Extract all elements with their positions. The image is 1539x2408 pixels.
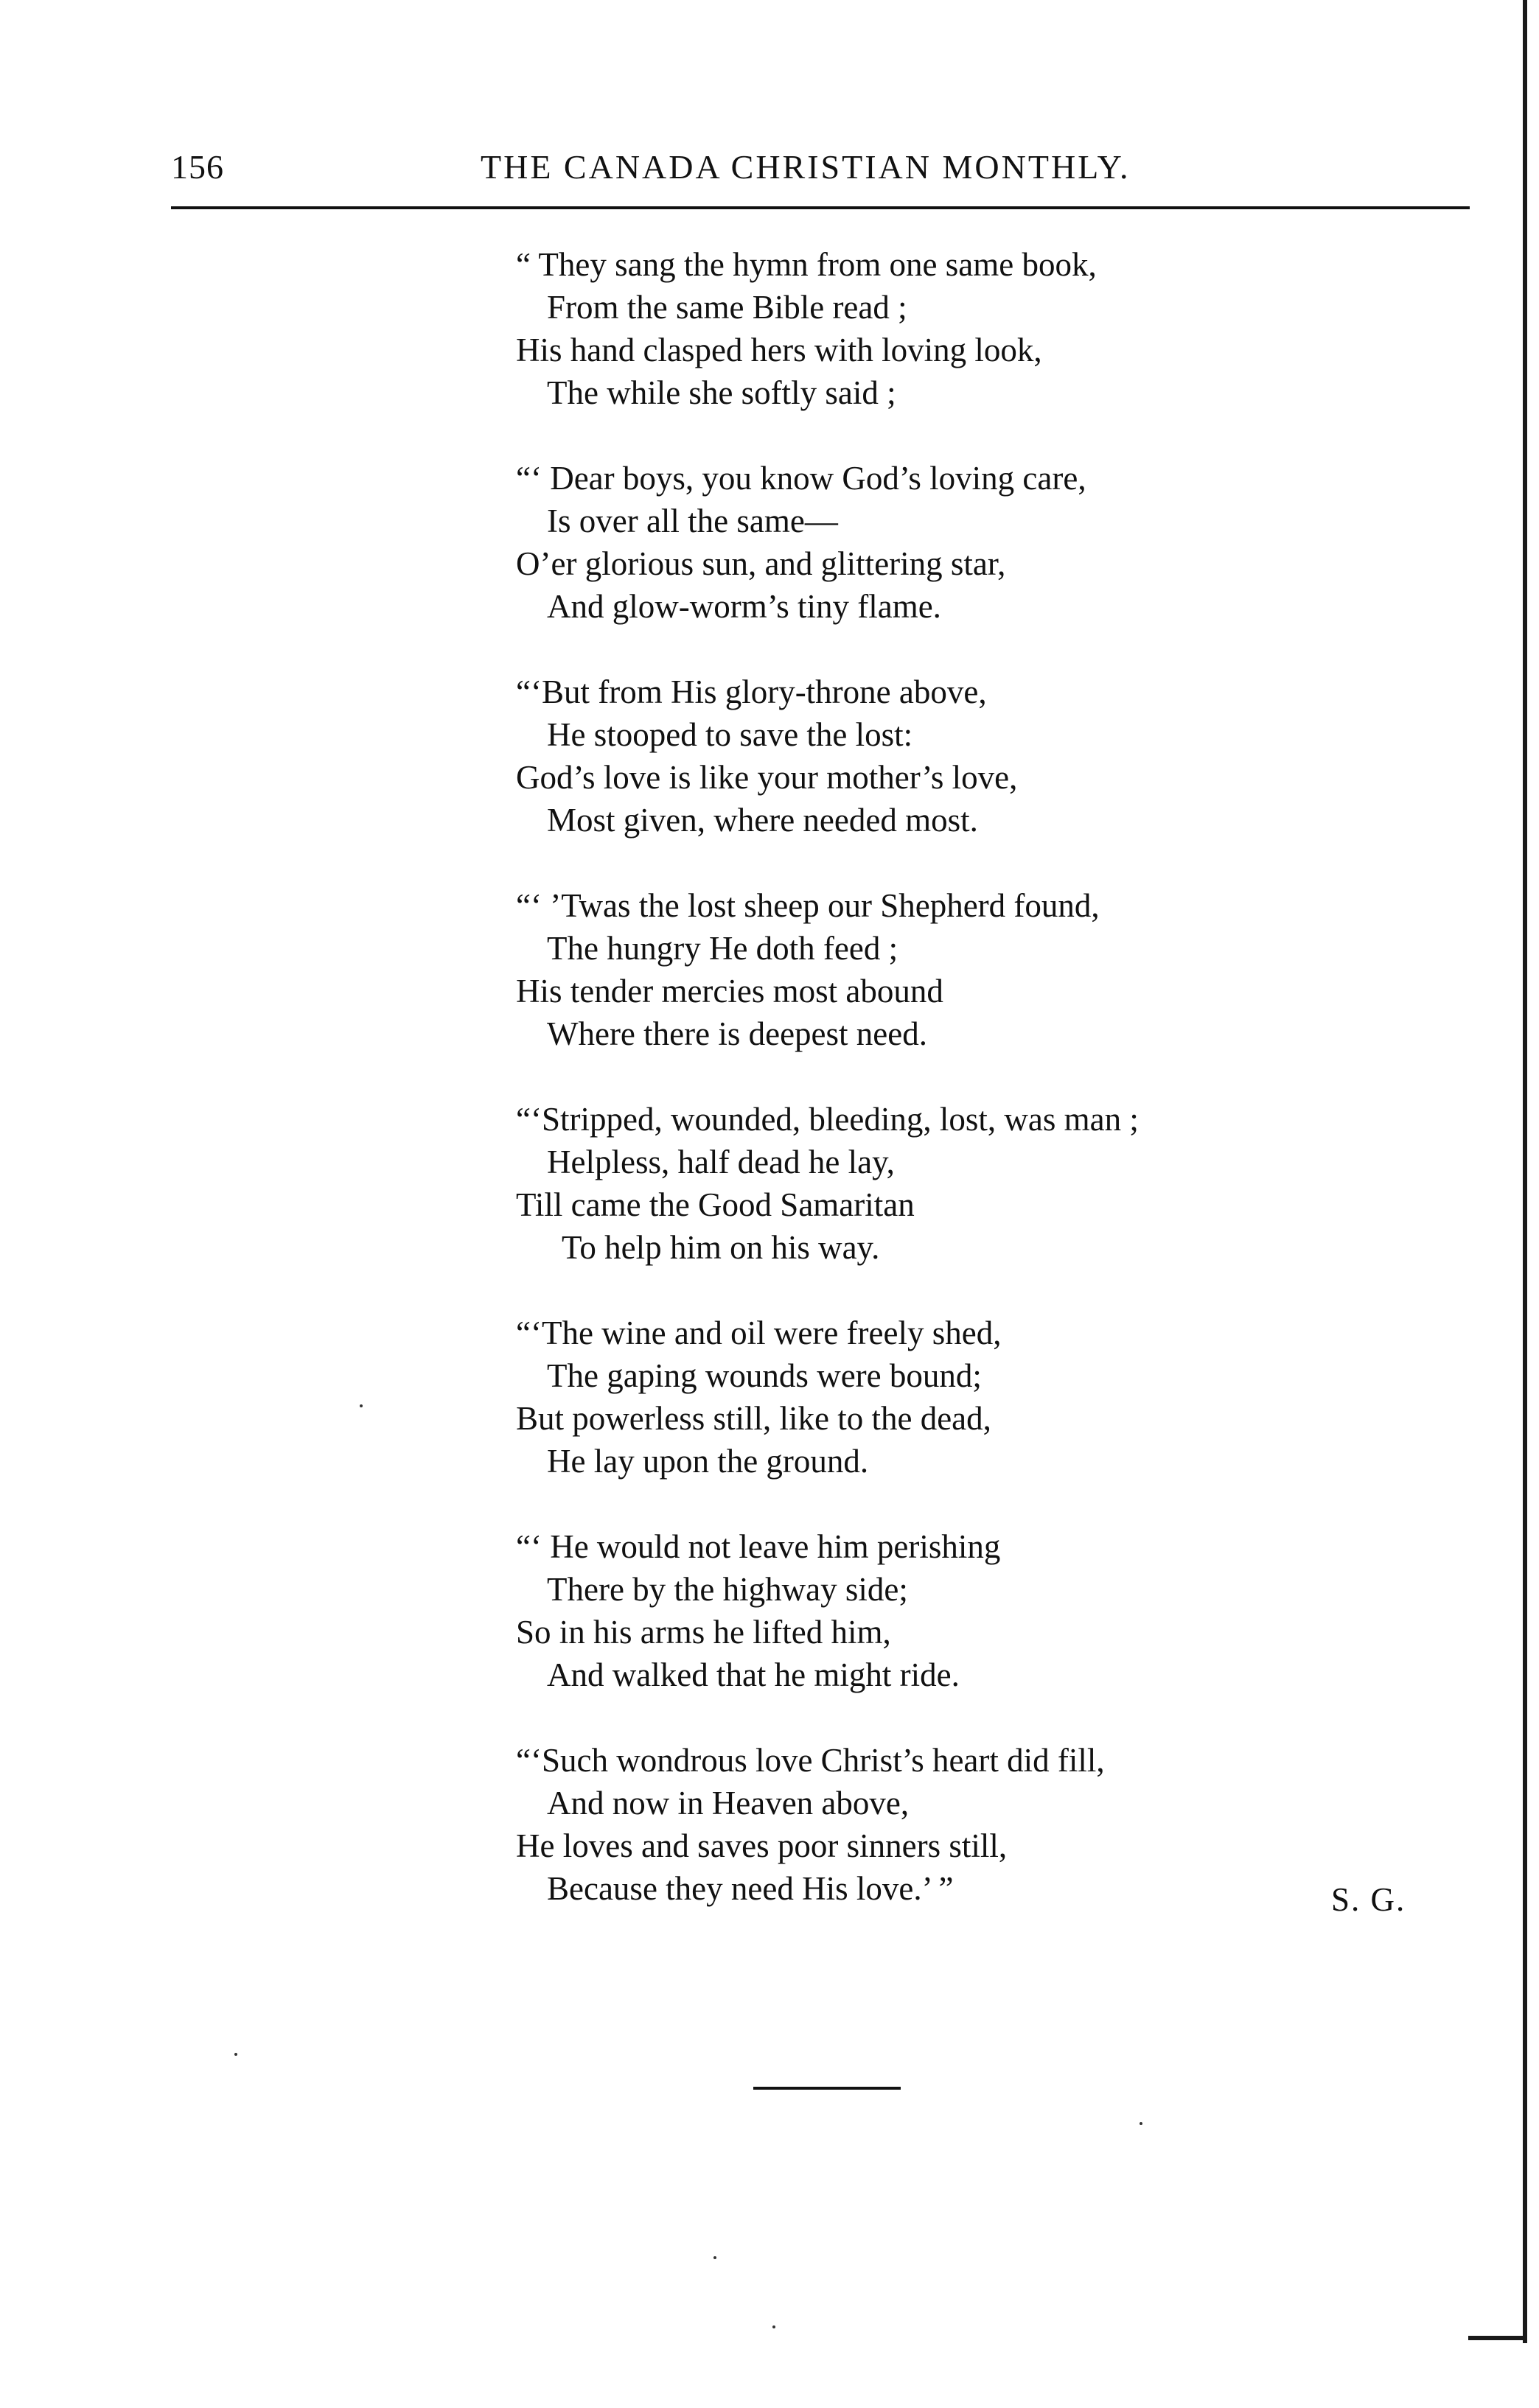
scan-speck <box>713 2256 716 2259</box>
poem-line: His tender mercies most abound <box>516 973 943 1009</box>
poem-line: “‘ Dear boys, you know God’s loving care, <box>516 460 1086 497</box>
poem-line: “‘But from His glory-throne above, <box>516 673 987 710</box>
poem-line: He lay upon the ground. <box>547 1443 869 1480</box>
poem-line: “‘The wine and oil were freely shed, <box>516 1315 1002 1351</box>
stanza-4 <box>516 884 1386 1055</box>
page-header <box>171 147 1468 206</box>
poem-line: “‘ ’Twas the lost sheep our Shepherd found, <box>516 887 1100 924</box>
header-rule <box>171 206 1470 209</box>
poem-line: He stooped to save the lost: <box>547 716 913 753</box>
end-rule <box>753 2087 901 2090</box>
poem-line: Helpless, half dead he lay, <box>547 1144 895 1180</box>
scan-speck <box>1140 2122 1142 2125</box>
poem-line: Most given, where needed most. <box>547 802 978 839</box>
poem-line: The hungry He doth feed ; <box>547 930 898 967</box>
stanza-5 <box>516 1098 1386 1269</box>
poem-line: “‘Such wondrous love Christ’s heart did fill, <box>516 1742 1105 1779</box>
poem-line: To help him on his way. <box>562 1229 880 1266</box>
poem-line: He loves and saves poor sinners still, <box>516 1827 1008 1864</box>
stanza-1 <box>516 243 1386 414</box>
poem <box>516 243 1386 1953</box>
stanza-7 <box>516 1525 1386 1696</box>
scan-speck <box>360 1404 363 1407</box>
poem-line: Till came the Good Samaritan <box>516 1186 915 1223</box>
poem-line: And now in Heaven above, <box>547 1785 910 1821</box>
stanza-2 <box>516 457 1386 628</box>
poem-line: “‘Stripped, wounded, bleeding, lost, was man ; <box>516 1101 1139 1138</box>
poem-line: The gaping wounds were bound; <box>547 1357 982 1394</box>
poem-line: From the same Bible read ; <box>547 289 907 326</box>
poem-line: Because they need His love.’ ” <box>547 1870 954 1907</box>
stanza-3 <box>516 671 1386 841</box>
page-number: 156 <box>171 148 224 186</box>
poem-line: God’s love is like your mother’s love, <box>516 759 1018 796</box>
poem-line: “ They sang the hymn from one same book, <box>516 246 1097 283</box>
poem-line: O’er glorious sun, and glittering star, <box>516 545 1006 582</box>
poem-line: There by the highway side; <box>547 1571 908 1608</box>
stanza-8 <box>516 1739 1386 1910</box>
poem-line: And glow-worm’s tiny flame. <box>547 588 941 625</box>
scan-speck <box>234 2053 237 2056</box>
author-signature: S. G. <box>1331 1881 1406 1918</box>
poem-line: “‘ He would not leave him perishing <box>516 1528 1001 1565</box>
stanza-6 <box>516 1312 1386 1483</box>
page-edge-border <box>1523 0 1527 2343</box>
poem-line: Where there is deepest need. <box>547 1015 927 1052</box>
poem-line: And walked that he might ride. <box>547 1656 960 1693</box>
running-title: THE CANADA CHRISTIAN MONTHLY. <box>481 148 1131 186</box>
poem-line: But powerless still, like to the dead, <box>516 1400 991 1437</box>
scan-speck <box>772 2325 775 2328</box>
poem-line: His hand clasped hers with loving look, <box>516 332 1042 368</box>
poem-line: So in his arms he lifted him, <box>516 1614 891 1651</box>
poem-line: Is over all the same— <box>547 503 838 539</box>
page-edge-border-bottom <box>1468 2336 1527 2340</box>
poem-line: The while she softly said ; <box>547 374 896 411</box>
